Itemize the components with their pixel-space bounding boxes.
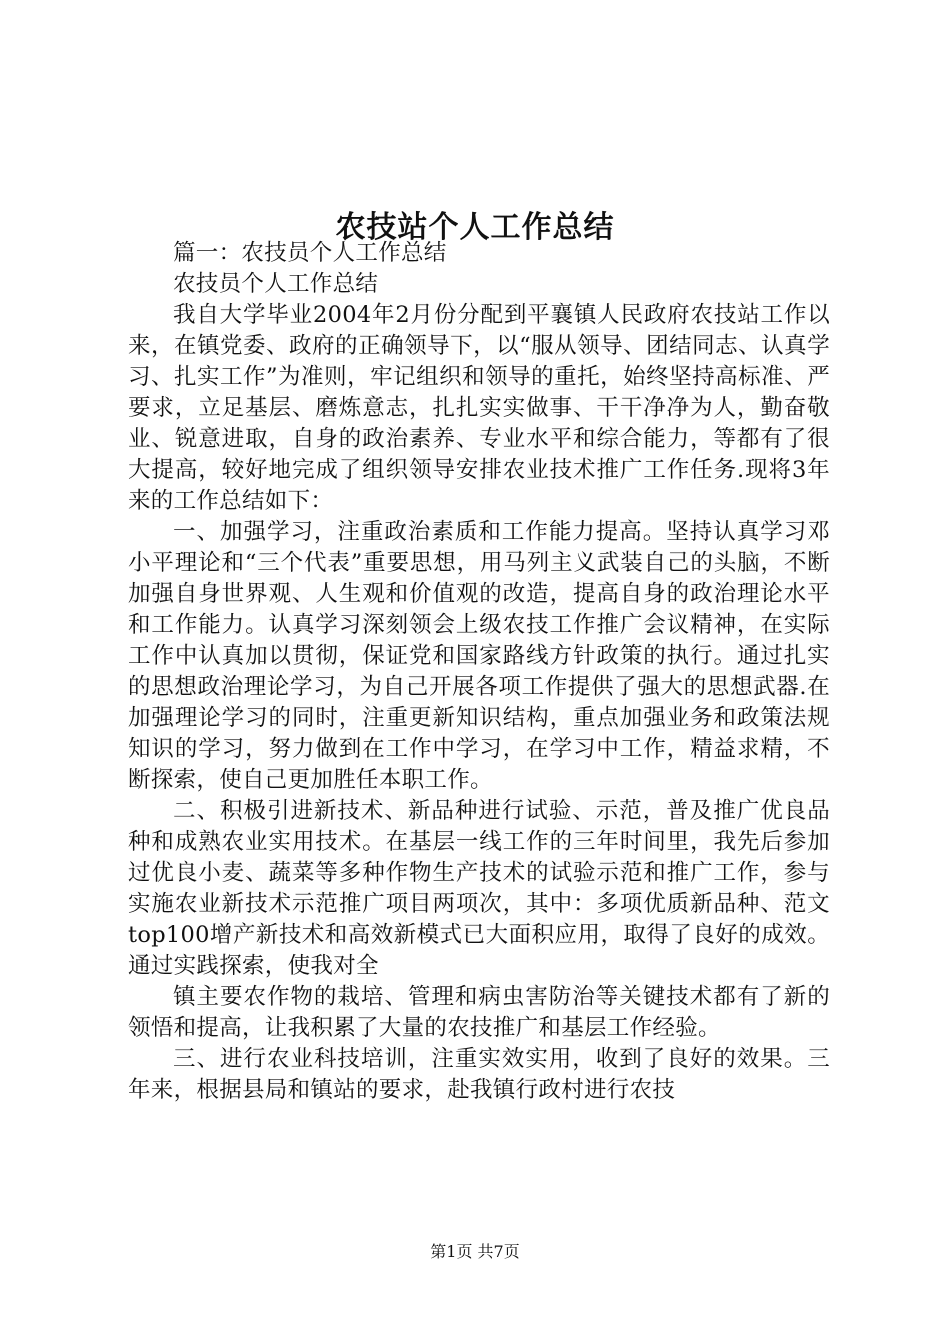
section-heading: 篇一：农技员个人工作总结 [173, 240, 447, 266]
paragraph-three: 三、进行农业科技培训，注重实效实用，收到了良好的效果。三年来，根据县局和镇站的要求，赴我镇行政村进行农技 [128, 1046, 830, 1103]
paragraph-one: 一、加强学习，注重政治素质和工作能力提高。坚持认真学习邓小平理论和“三个代表”重要思想，用马列主义武装自己的头脑，不断加强自身世界观、人生观和价值观的改造，提高自身的政治理论水平和工作能力。认真学习深刻领会上级农技工作推广会议精神，在实际工作中认真加以贯彻，保证党和国家路线方针政策的执行。通过扎实的思想政治理论学习，为自己开展各项工作提供了强大的思想武器.在加强理论学习的同时，注重更新知识结构，重点加强业务和政策法规知识的学习，努力做到在工作中学习，在学习中工作，精益求精，不断探索，使自己更加胜任本职工作。 [128, 519, 830, 793]
subtitle: 农技员个人工作总结 [173, 271, 379, 297]
paragraph-two: 二、积极引进新技术、新品种进行试验、示范，普及推广优良品种和成熟农业实用技术。在基层一线工作的三年时间里，我先后参加过优良小麦、蔬菜等多种作物生产技术的试验示范和推广工作，参与实施农业新技术示范推广项目两项次，其中：多项优质新品种、范文top100增产新技术和高效新模式已大面积应用，取得了良好的成效。通过实践探索，使我对全 [128, 798, 830, 979]
page-number-footer: 第1页 共7页 [430, 1242, 520, 1261]
document-body [128, 238, 830, 1106]
paragraph-intro: 我自大学毕业2004年2月份分配到平襄镇人民政府农技站工作以来，在镇党委、政府的正确领导下，以“服从领导、团结同志、认真学习、扎实工作”为准则，牢记组织和领导的重托，始终坚持高标准、严要求，立足基层、磨炼意志，扎扎实实做事、干干净净为人，勤奋敬业、锐意进取，自身的政治素养、专业水平和综合能力，等都有了很大提高，较好地完成了组织领导安排农业技术推广工作任务.现将3年来的工作总结如下： [128, 302, 830, 514]
document-title: 农技站个人工作总结 [335, 210, 615, 246]
paragraph-two-continued: 镇主要农作物的栽培、管理和病虫害防治等关键技术都有了新的领悟和提高，让我积累了大量的农技推广和基层工作经验。 [128, 984, 830, 1041]
